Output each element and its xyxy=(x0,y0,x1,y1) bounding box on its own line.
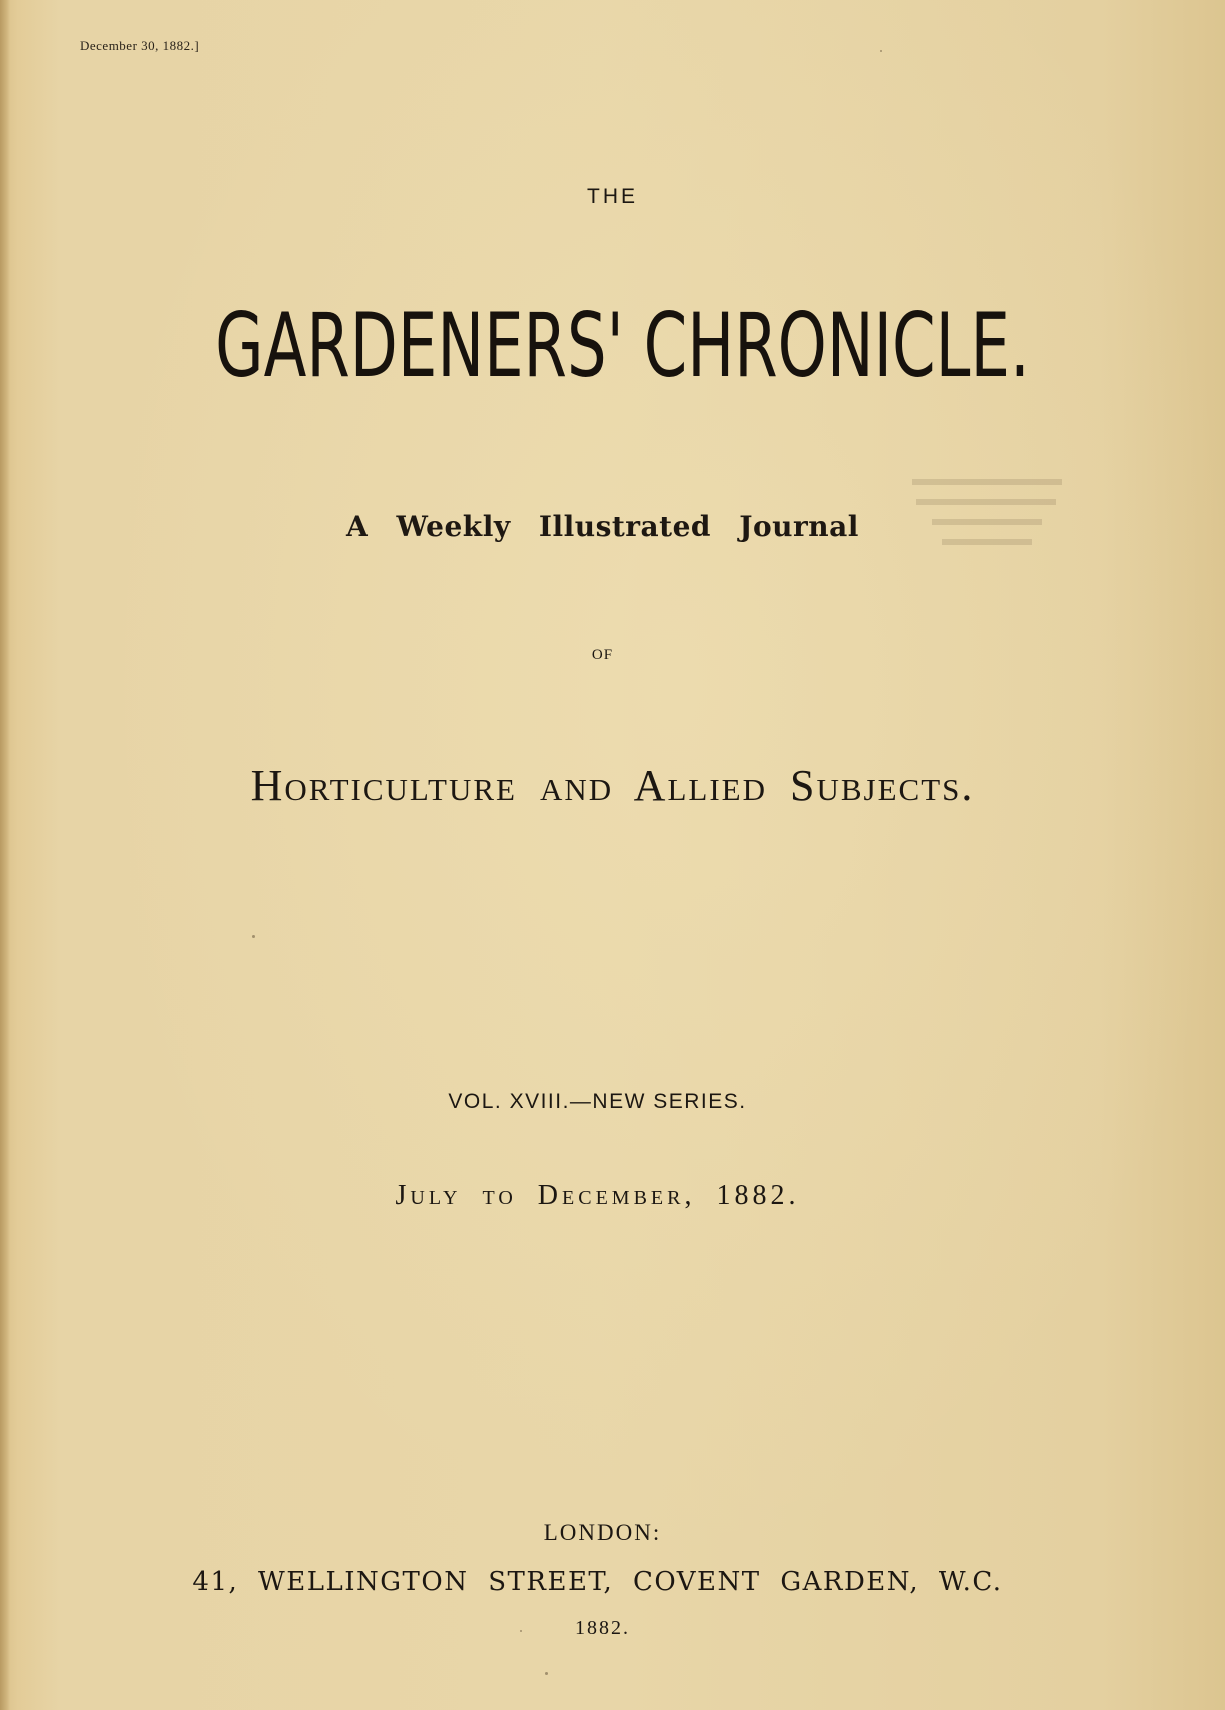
kicker-the: THE xyxy=(587,185,638,208)
date-range: July to December, 1882. xyxy=(395,1180,800,1211)
paper-speck xyxy=(520,1630,522,1632)
faded-stamp xyxy=(912,475,1072,555)
dateline: December 30, 1882.] xyxy=(80,38,200,53)
city-line: LONDON: xyxy=(543,1520,662,1545)
journal-subtitle: A Weekly Illustrated Journal xyxy=(346,510,859,543)
masthead-title: GARDENERS' CHRONICLE. xyxy=(215,294,1030,397)
paper-speck xyxy=(252,935,255,938)
subjects-line: Horticulture and Allied Subjects. xyxy=(250,761,975,810)
paper-speck xyxy=(880,50,882,52)
paper-speck xyxy=(545,1672,548,1675)
publisher-address: 41, WELLINGTON STREET, COVENT GARDEN, W.C. xyxy=(192,1567,1003,1597)
publication-year: 1882. xyxy=(575,1617,630,1639)
connector-of: OF xyxy=(591,647,614,663)
page-edge xyxy=(0,0,10,1710)
volume-line: VOL. XVIII.—NEW SERIES. xyxy=(448,1090,747,1113)
